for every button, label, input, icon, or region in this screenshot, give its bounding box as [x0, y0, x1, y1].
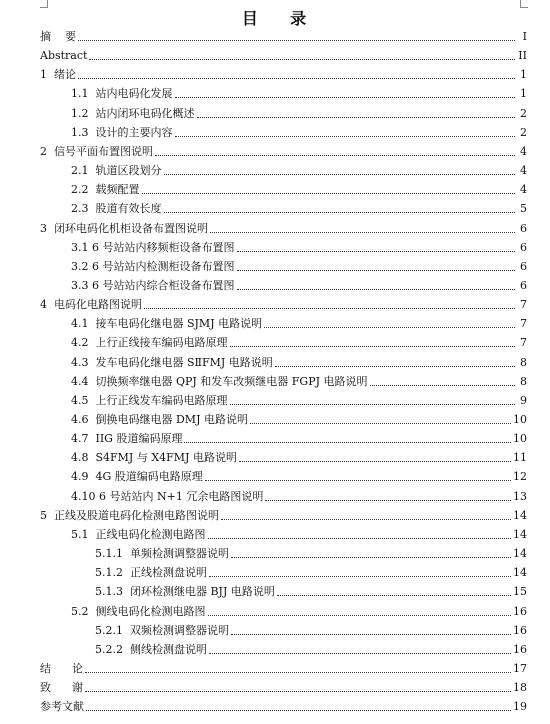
toc-entry[interactable]	[71, 371, 527, 389]
toc-entry[interactable]	[71, 83, 527, 101]
toc-entry-label: 5 正线及股道电码化检测电路图说明	[40, 508, 219, 522]
toc-entry[interactable]	[40, 658, 527, 676]
dot-leader	[155, 155, 515, 156]
toc-entry-page: 4	[520, 164, 527, 178]
toc-entry-label: 4.1 接车电码化继电器 SJMJ 电路说明	[71, 317, 263, 331]
toc-entry[interactable]	[40, 141, 527, 159]
toc-entry[interactable]	[71, 524, 527, 542]
dot-leader	[239, 461, 511, 462]
toc-entry-label: 4.8 S4FMJ 与 X4FMJ 电路说明	[71, 451, 237, 465]
dot-leader	[237, 251, 516, 252]
dot-leader	[275, 366, 515, 367]
toc-entry[interactable]	[71, 103, 527, 121]
toc-entry-label: 1 绪论	[40, 68, 76, 82]
toc-entry-label: 摘 要	[40, 30, 76, 43]
toc-entry-page: 14	[513, 566, 527, 580]
toc-entry[interactable]	[71, 486, 527, 504]
toc-entry[interactable]	[71, 313, 527, 331]
toc-entry-label: 2 信号平面布置图说明	[40, 144, 153, 158]
toc-entry-label: 4.6 倒换电码继电器 DMJ 电路说明	[71, 413, 248, 426]
dot-leader	[144, 308, 515, 309]
toc-entry[interactable]	[71, 256, 527, 274]
toc-entry-page: 7	[520, 298, 527, 312]
dot-leader	[78, 40, 515, 41]
dot-leader	[89, 59, 515, 60]
toc-entry-page: 15	[513, 585, 527, 599]
dot-leader	[164, 174, 516, 175]
toc-entry[interactable]	[71, 332, 527, 350]
toc-entry-page: II	[518, 49, 527, 63]
dot-leader	[237, 289, 516, 290]
toc-entry[interactable]	[40, 696, 527, 714]
toc-entry-label: 3.3 6 号站站内综合柜设备布置图	[71, 278, 235, 292]
dot-leader	[209, 653, 511, 654]
dot-leader	[86, 710, 511, 711]
toc-entry-page: 10	[513, 432, 527, 446]
toc-entry-label: 结 论	[40, 661, 83, 675]
toc-entry-label: Abstract	[40, 49, 88, 63]
toc-entry-page: 6	[520, 240, 527, 254]
toc-entry-page: 18	[513, 681, 527, 695]
toc-entry[interactable]	[95, 562, 527, 580]
toc-entry[interactable]	[71, 179, 527, 197]
toc-entry[interactable]	[71, 160, 527, 178]
toc-entry-label: 4 电码化电路图说明	[40, 298, 142, 312]
toc-entry[interactable]	[40, 505, 527, 523]
toc-entry-label: 1.2 站内闭环电码化概述	[71, 106, 195, 120]
toc-entry-page: I	[522, 30, 527, 43]
dot-leader	[85, 672, 511, 673]
toc-entry-label: 3 闭环电码化机柜设备布置图说明	[40, 221, 208, 235]
toc-entry[interactable]	[95, 581, 527, 599]
toc-entry-page: 10	[513, 413, 527, 426]
toc-entry-label: 5.2 侧线电码化检测电路图	[71, 604, 206, 618]
toc-entry[interactable]	[71, 428, 527, 446]
toc-entry-label: 4.10 6 号站站内 N+1 冗余电路图说明	[71, 489, 264, 503]
toc-entry[interactable]	[71, 122, 527, 140]
toc-entry-page: 19	[513, 700, 527, 714]
dot-leader	[221, 519, 511, 520]
toc-entry-label: 致 谢	[40, 681, 83, 695]
toc-entry-page: 6	[520, 221, 527, 235]
toc-entry[interactable]	[71, 352, 527, 370]
toc-entry-label: 5.2.1 双频检测调整器说明	[95, 623, 229, 637]
toc-entry[interactable]	[40, 45, 527, 63]
toc-entry-label: 4.7 IIG 股道编码原理	[71, 432, 183, 446]
toc-entry-label: 3.1 6 号站站内移频柜设备布置图	[71, 240, 235, 254]
toc-entry[interactable]	[95, 639, 527, 657]
toc-entry-page: 12	[513, 470, 527, 484]
toc-entry-page: 14	[513, 547, 527, 561]
dot-leader	[277, 595, 511, 596]
dot-leader	[250, 423, 511, 424]
dot-leader	[208, 538, 512, 539]
dot-leader	[230, 404, 516, 405]
toc-entry-page: 14	[513, 508, 527, 522]
toc-entry-label: 3.2 6 号站站内检测柜设备布置图	[71, 259, 235, 273]
dot-leader	[205, 480, 511, 481]
toc-entry-page: 4	[520, 183, 527, 197]
toc-entry-page: 8	[520, 355, 527, 369]
toc-entry-label: 4.5 上行正线发车编码电路原理	[71, 393, 228, 407]
toc-entry-page: 8	[520, 374, 527, 388]
toc-entry-label: 4.4 切换频率继电器 QPJ 和发车改频继电器 FGPJ 电路说明	[71, 374, 368, 388]
toc-entry[interactable]	[71, 447, 527, 465]
toc-entry-label: 4.3 发车电码化继电器 SⅡFMJ 电路说明	[71, 355, 273, 369]
toc-entry-page: 13	[513, 489, 527, 503]
toc-entry-page: 7	[520, 317, 527, 331]
toc-entry-page: 6	[520, 259, 527, 273]
toc-entry-label: 5.1.3 闭环检测继电器 BJJ 电路说明	[95, 585, 275, 599]
dot-leader	[175, 136, 516, 137]
dot-leader	[231, 634, 511, 635]
toc-entry-label: 5.1 正线电码化检测电路图	[71, 527, 206, 541]
toc-entry-page: 2	[520, 125, 527, 139]
dot-leader	[208, 615, 512, 616]
dot-leader	[231, 557, 511, 558]
toc-entry[interactable]	[71, 275, 527, 293]
dot-leader	[370, 385, 515, 386]
dot-leader	[264, 327, 515, 328]
toc-entry-page: 1	[520, 87, 527, 101]
toc-entry-page: 9	[520, 393, 527, 407]
dot-leader	[142, 193, 516, 194]
toc-entry-page: 16	[513, 623, 527, 637]
toc-entry-label: 参考文献	[40, 700, 84, 714]
toc-entry[interactable]	[40, 26, 527, 44]
toc-entry-label: 4.2 上行正线接车编码电路原理	[71, 336, 228, 350]
dot-leader	[78, 78, 515, 79]
toc-entry[interactable]	[71, 198, 527, 216]
dot-leader	[209, 576, 511, 577]
toc-entry-label: 1.1 站内电码化发展	[71, 87, 173, 101]
toc-entry-page: 16	[513, 604, 527, 618]
dot-leader	[210, 232, 515, 233]
toc-entry-label: 5.2.2 侧线检测盘说明	[95, 642, 207, 656]
toc-entry-page: 4	[520, 144, 527, 158]
toc-entry[interactable]	[40, 218, 527, 236]
toc-entry-page: 17	[513, 661, 527, 675]
dot-leader	[237, 270, 516, 271]
dot-leader	[230, 346, 516, 347]
dot-leader	[164, 212, 516, 213]
dot-leader	[184, 442, 511, 443]
toc-entry-label: 5.1.2 正线检测盘说明	[95, 566, 207, 580]
toc-entry[interactable]	[95, 620, 527, 638]
toc-entry-page: 11	[513, 451, 527, 465]
toc-entry[interactable]	[71, 390, 527, 408]
toc-entry[interactable]	[40, 677, 527, 695]
dot-leader	[175, 97, 516, 98]
toc-entry-page: 14	[513, 527, 527, 541]
toc-entry-page: 16	[513, 642, 527, 656]
toc-entry-label: 2.2 载频配置	[71, 183, 140, 197]
toc-entry[interactable]	[71, 409, 527, 427]
toc-entry[interactable]	[71, 601, 527, 619]
toc-entry-page: 2	[520, 106, 527, 120]
toc-entry-page: 6	[520, 278, 527, 292]
dot-leader	[265, 500, 511, 501]
toc-entry[interactable]	[40, 64, 527, 82]
toc-entry-label: 2.3 股道有效长度	[71, 202, 162, 216]
dot-leader	[197, 117, 516, 118]
dot-leader	[85, 691, 511, 692]
toc-entry[interactable]	[95, 543, 527, 561]
toc-entry-page: 5	[520, 202, 527, 216]
page-title: 目 录	[241, 9, 309, 28]
toc-entry-label: 2.1 轨道区段划分	[71, 164, 162, 178]
toc-entry[interactable]	[71, 466, 527, 484]
toc-entry[interactable]	[71, 237, 527, 255]
toc-entry-page: 7	[520, 336, 527, 350]
toc-entry[interactable]	[40, 294, 527, 312]
toc-entry-page: 1	[520, 68, 527, 82]
toc-entry-label: 4.9 4G 股道编码电路原理	[71, 470, 203, 484]
toc-entry-label: 1.3 设计的主要内容	[71, 125, 173, 139]
toc-entry-label: 5.1.1 单频检测调整器说明	[95, 547, 229, 561]
